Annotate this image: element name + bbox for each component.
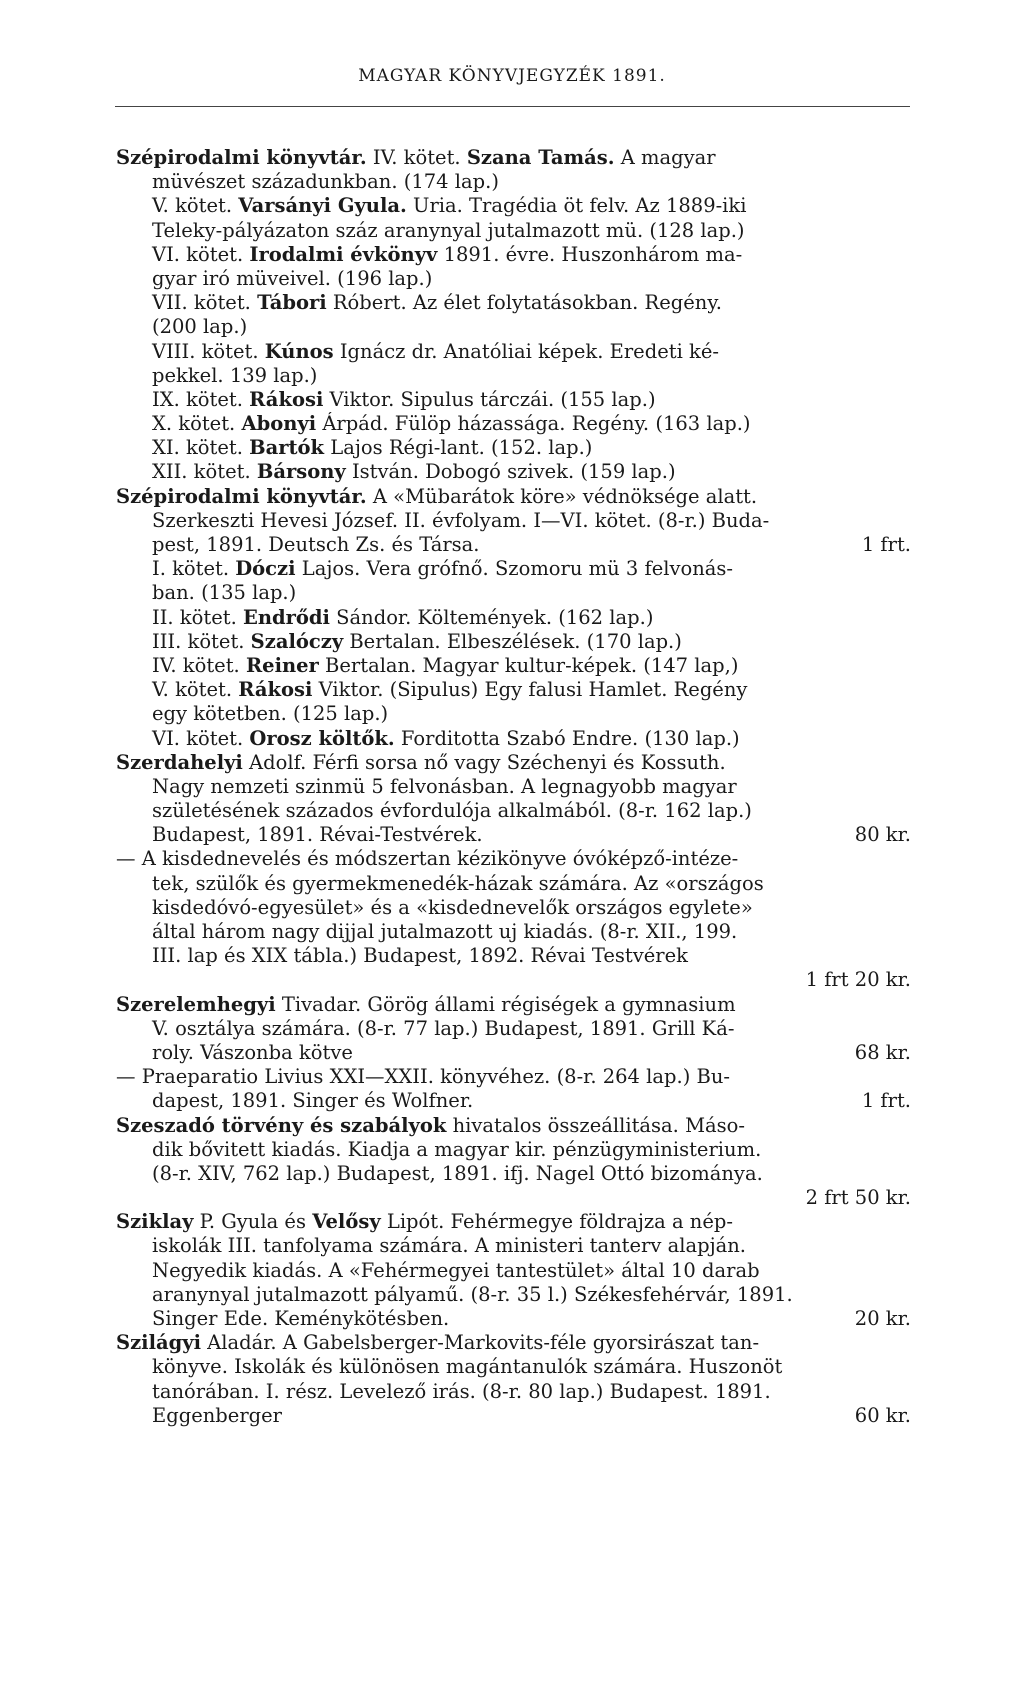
catalog-line — [116, 1234, 911, 1258]
price: 80 kr. — [854, 823, 911, 847]
entry-text: — Praeparatio Livius XXI—XXII. könyvéhez. (8-r. 264 lap.) Bu- — [116, 1065, 730, 1089]
entry-text: A magyar — [614, 146, 716, 169]
entry-heading: Sziklay — [116, 1210, 194, 1234]
catalog-line — [116, 993, 911, 1017]
entry-heading: Szépirodalmi könyvtár. — [116, 484, 367, 508]
entry-heading: Abonyi — [241, 412, 317, 436]
entry-text: dapest, 1891. Singer és Wolfner. — [152, 1089, 474, 1113]
catalog-line — [116, 1186, 911, 1210]
entry-text: Viktor. Sipulus tárczái. (155 lap.) — [323, 387, 656, 411]
price: 60 kr. — [854, 1403, 911, 1427]
entry-heading: Szerelemhegyi — [116, 992, 276, 1016]
entry-text: Árpád. Fülöp házassága. Regény. (163 lap.) — [316, 412, 751, 436]
entry-text: Teleky-pályázaton száz aranynyal jutalmazott mü. (128 lap.) — [152, 218, 745, 242]
catalog-line — [116, 1380, 911, 1404]
price: 20 kr. — [854, 1307, 911, 1330]
entry-text: I. kötet. — [152, 557, 236, 581]
header-rule — [115, 106, 910, 107]
catalog-line — [116, 412, 911, 436]
catalog-line — [116, 460, 911, 484]
catalog-line — [116, 243, 911, 267]
catalog-line — [116, 219, 911, 243]
entry-text: Nagy nemzeti szinmü 5 felvonásban. A legnagyobb magyar — [152, 774, 737, 798]
catalog-line — [116, 1259, 911, 1283]
entry-heading: Endrődi — [242, 605, 330, 629]
entry-text: Uria. Tragédia öt felv. Az 1889-iki — [406, 194, 747, 218]
entry-text: Budapest, 1891. Révai-Testvérek. — [152, 823, 483, 847]
entry-heading: Irodalmi évkönyv — [249, 242, 438, 266]
entry-text: Lipót. Fehérmegye földrajza a nép- — [380, 1210, 733, 1234]
entry-text: Lajos Régi-lant. (152. lap.) — [324, 436, 593, 460]
catalog-line — [116, 654, 911, 678]
catalog-line — [116, 509, 911, 533]
entry-text: IV. kötet. — [366, 146, 467, 169]
entry-text: által három nagy dijjal jutalmazott uj kiadás. (8-r. XII., 199. — [152, 920, 738, 943]
catalog-line — [116, 388, 911, 412]
entry-text: V. kötet. — [152, 194, 239, 218]
entry-text: Tivadar. Görög állami régiségek a gymnasium — [275, 992, 736, 1016]
entry-text: Negyedik kiadás. A «Fehérmegyei tantestület» által 10 darab — [152, 1258, 760, 1282]
entry-text: kisdedóvó-egyesület» és a «kisdednevelők országos egylete» — [152, 895, 753, 919]
entry-text: V. osztálya számára. (8-r. 77 lap.) Budapest, 1891. Grill Ká- — [152, 1016, 735, 1040]
catalog-line — [116, 799, 911, 823]
catalog-line — [116, 1307, 911, 1331]
catalog-line — [116, 1331, 911, 1355]
catalog-line — [116, 485, 911, 509]
entry-text: Szerkeszti Hevesi József. II. évfolyam. I—VI. kötet. (8-r.) Buda- — [152, 508, 770, 532]
entry-text: III. kötet. — [152, 629, 251, 653]
catalog-line — [116, 436, 911, 460]
catalog-line — [116, 944, 911, 968]
entry-heading: Rákosi — [238, 678, 313, 702]
entry-text: IV. kötet. — [152, 653, 246, 677]
entry-heading: Bartók — [249, 436, 325, 460]
entry-text: gyar iró müveivel. (196 lap.) — [152, 266, 433, 290]
price: 1 frt 20 kr. — [805, 968, 911, 992]
catalog-line — [116, 751, 911, 775]
catalog-line — [116, 1404, 911, 1428]
catalog-line — [116, 1089, 911, 1113]
catalog-line — [116, 896, 911, 920]
entry-text: III. lap és XIX tábla.) Budapest, 1892. Révai Testvérek — [152, 944, 688, 968]
catalog-line — [116, 1041, 911, 1065]
catalog-line — [116, 968, 911, 992]
entry-text: Singer Ede. Keménykötésben. — [152, 1307, 450, 1330]
entry-text: aranynyal jutalmazott pályamű. (8-r. 35 l.) Székesfehérvár, 1891. — [152, 1282, 793, 1306]
entry-heading: Rákosi — [249, 387, 324, 411]
catalog-line — [116, 291, 911, 315]
entry-text: hivatalos összeállitása. Máso- — [446, 1113, 745, 1137]
entry-text: XI. kötet. — [152, 436, 250, 460]
catalog-line — [116, 1114, 911, 1138]
entry-text: VIII. kötet. — [152, 339, 265, 363]
catalog-line — [116, 581, 911, 605]
entry-heading: Szeszadó törvény és szabályok — [116, 1113, 447, 1137]
catalog-line — [116, 1355, 911, 1379]
entry-heading: Dóczi — [235, 557, 296, 581]
entry-text: Ignácz dr. Anatóliai képek. Eredeti ké- — [333, 339, 719, 363]
catalog-line — [116, 775, 911, 799]
catalog-line — [116, 170, 911, 194]
entry-text: — A kisdednevelés és módszertan kézikönyve óvóképző-intéze- — [116, 847, 739, 871]
entry-text: ban. (135 lap.) — [152, 581, 297, 605]
entry-text: VI. kötet. — [152, 242, 250, 266]
entry-heading: Bársony — [256, 460, 346, 484]
entry-text: XII. kötet. — [152, 460, 257, 484]
catalog-line — [116, 1283, 911, 1307]
catalog-line — [116, 702, 911, 726]
entry-text: X. kötet. — [152, 412, 242, 436]
entry-text: Viktor. (Sipulus) Egy falusi Hamlet. Regény — [312, 678, 748, 702]
entry-text: Bertalan. Elbeszélések. (170 lap.) — [343, 629, 682, 653]
catalog-line — [116, 340, 911, 364]
entry-text: Forditotta Szabó Endre. (130 lap.) — [394, 726, 740, 750]
catalog-line — [116, 1138, 911, 1162]
entry-text: 1891. évre. Huszonhárom ma- — [437, 242, 743, 266]
entry-heading: Reiner — [245, 653, 319, 677]
entry-text: VII. kötet. — [152, 291, 258, 315]
catalog-line — [116, 315, 911, 339]
catalog-line — [116, 267, 911, 291]
entry-text: könyve. Iskolák és különösen magántanulók számára. Huszonöt — [152, 1355, 783, 1379]
catalog-line — [116, 920, 911, 944]
entry-text: Aladár. A Gabelsberger-Markovits-féle gyorsirászat tan- — [200, 1331, 760, 1355]
entry-text: IX. kötet. — [152, 387, 250, 411]
entry-text: (8-r. XIV, 762 lap.) Budapest, 1891. ifj. Nagel Ottó bizománya. — [152, 1161, 763, 1185]
entry-heading: Varsányi Gyula. — [238, 194, 407, 218]
entry-heading: Szépirodalmi könyvtár. — [116, 146, 367, 169]
entry-heading: Velősy — [312, 1210, 381, 1234]
entry-text: egy kötetben. (125 lap.) — [152, 702, 389, 726]
catalog-line — [116, 557, 911, 581]
catalog-line — [116, 364, 911, 388]
catalog-line — [116, 1017, 911, 1041]
catalog-line — [116, 194, 911, 218]
catalog-body — [116, 146, 911, 1428]
price: 68 kr. — [854, 1040, 911, 1064]
entry-text: Lajos. Vera grófnő. Szomoru mü 3 felvonás- — [295, 557, 734, 581]
entry-text: A «Mübarátok köre» védnöksége alatt. — [366, 484, 758, 508]
entry-text: Bertalan. Magyar kultur-képek. (147 lap,) — [318, 653, 739, 677]
entry-text: Adolf. Férfi sorsa nő vagy Széchenyi és Kossuth. — [242, 750, 726, 774]
entry-text: II. kötet. — [152, 605, 243, 629]
catalog-line — [116, 606, 911, 630]
entry-text: müvészet századunkban. (174 lap.) — [152, 170, 499, 194]
entry-text: Eggenberger — [152, 1403, 282, 1427]
catalog-line — [116, 727, 911, 751]
catalog-line — [116, 1210, 911, 1234]
entry-text: pekkel. 139 lap.) — [152, 363, 318, 387]
entry-text: iskolák III. tanfolyama számára. A ministeri tanterv alapján. — [152, 1234, 746, 1258]
catalog-line — [116, 533, 911, 557]
entry-text: tek, szülők és gyermekmenedék-házak számára. Az «országos — [152, 871, 764, 895]
entry-text: születésének százados évfordulója alkalmából. (8-r. 162 lap.) — [152, 799, 752, 823]
entry-text: Róbert. Az élet folytatásokban. Regény. — [326, 291, 722, 315]
catalog-line — [116, 630, 911, 654]
entry-heading: Szerdahelyi — [116, 750, 243, 774]
catalog-line — [116, 146, 911, 170]
catalog-line — [116, 1162, 911, 1186]
entry-text: tanórában. I. rész. Levelező irás. (8-r. 80 lap.) Budapest. 1891. — [152, 1379, 771, 1403]
catalog-line — [116, 1065, 911, 1089]
catalog-line — [116, 678, 911, 702]
entry-heading: Szilágyi — [116, 1331, 201, 1355]
entry-heading: Szana Tamás. — [466, 146, 615, 169]
catalog-line — [116, 823, 911, 847]
entry-text: Sándor. Költemények. (162 lap.) — [329, 605, 654, 629]
price: 2 frt 50 kr. — [805, 1186, 911, 1210]
price: 1 frt. — [861, 533, 911, 556]
catalog-line — [116, 847, 911, 871]
entry-text: P. Gyula és — [193, 1210, 313, 1234]
entry-text: (200 lap.) — [152, 315, 248, 339]
entry-heading: Szalóczy — [250, 629, 344, 653]
entry-text: V. kötet. — [152, 678, 239, 702]
entry-text: István. Dobogó szivek. (159 lap.) — [345, 460, 676, 484]
entry-heading: Orosz költők. — [249, 726, 395, 750]
entry-text: roly. Vászonba kötve — [152, 1040, 353, 1064]
entry-text: pest, 1891. Deutsch Zs. és Társa. — [152, 533, 480, 556]
entry-text: dik bővitett kiadás. Kiadja a magyar kir. pénzügyministerium. — [152, 1137, 762, 1161]
entry-heading: Kúnos — [264, 339, 334, 363]
entry-heading: Tábori — [257, 291, 327, 315]
entry-text: VI. kötet. — [152, 726, 250, 750]
running-title: MAGYAR KÖNYVJEGYZÉK 1891. — [358, 66, 666, 86]
price: 1 frt. — [861, 1089, 911, 1113]
catalog-line — [116, 872, 911, 896]
